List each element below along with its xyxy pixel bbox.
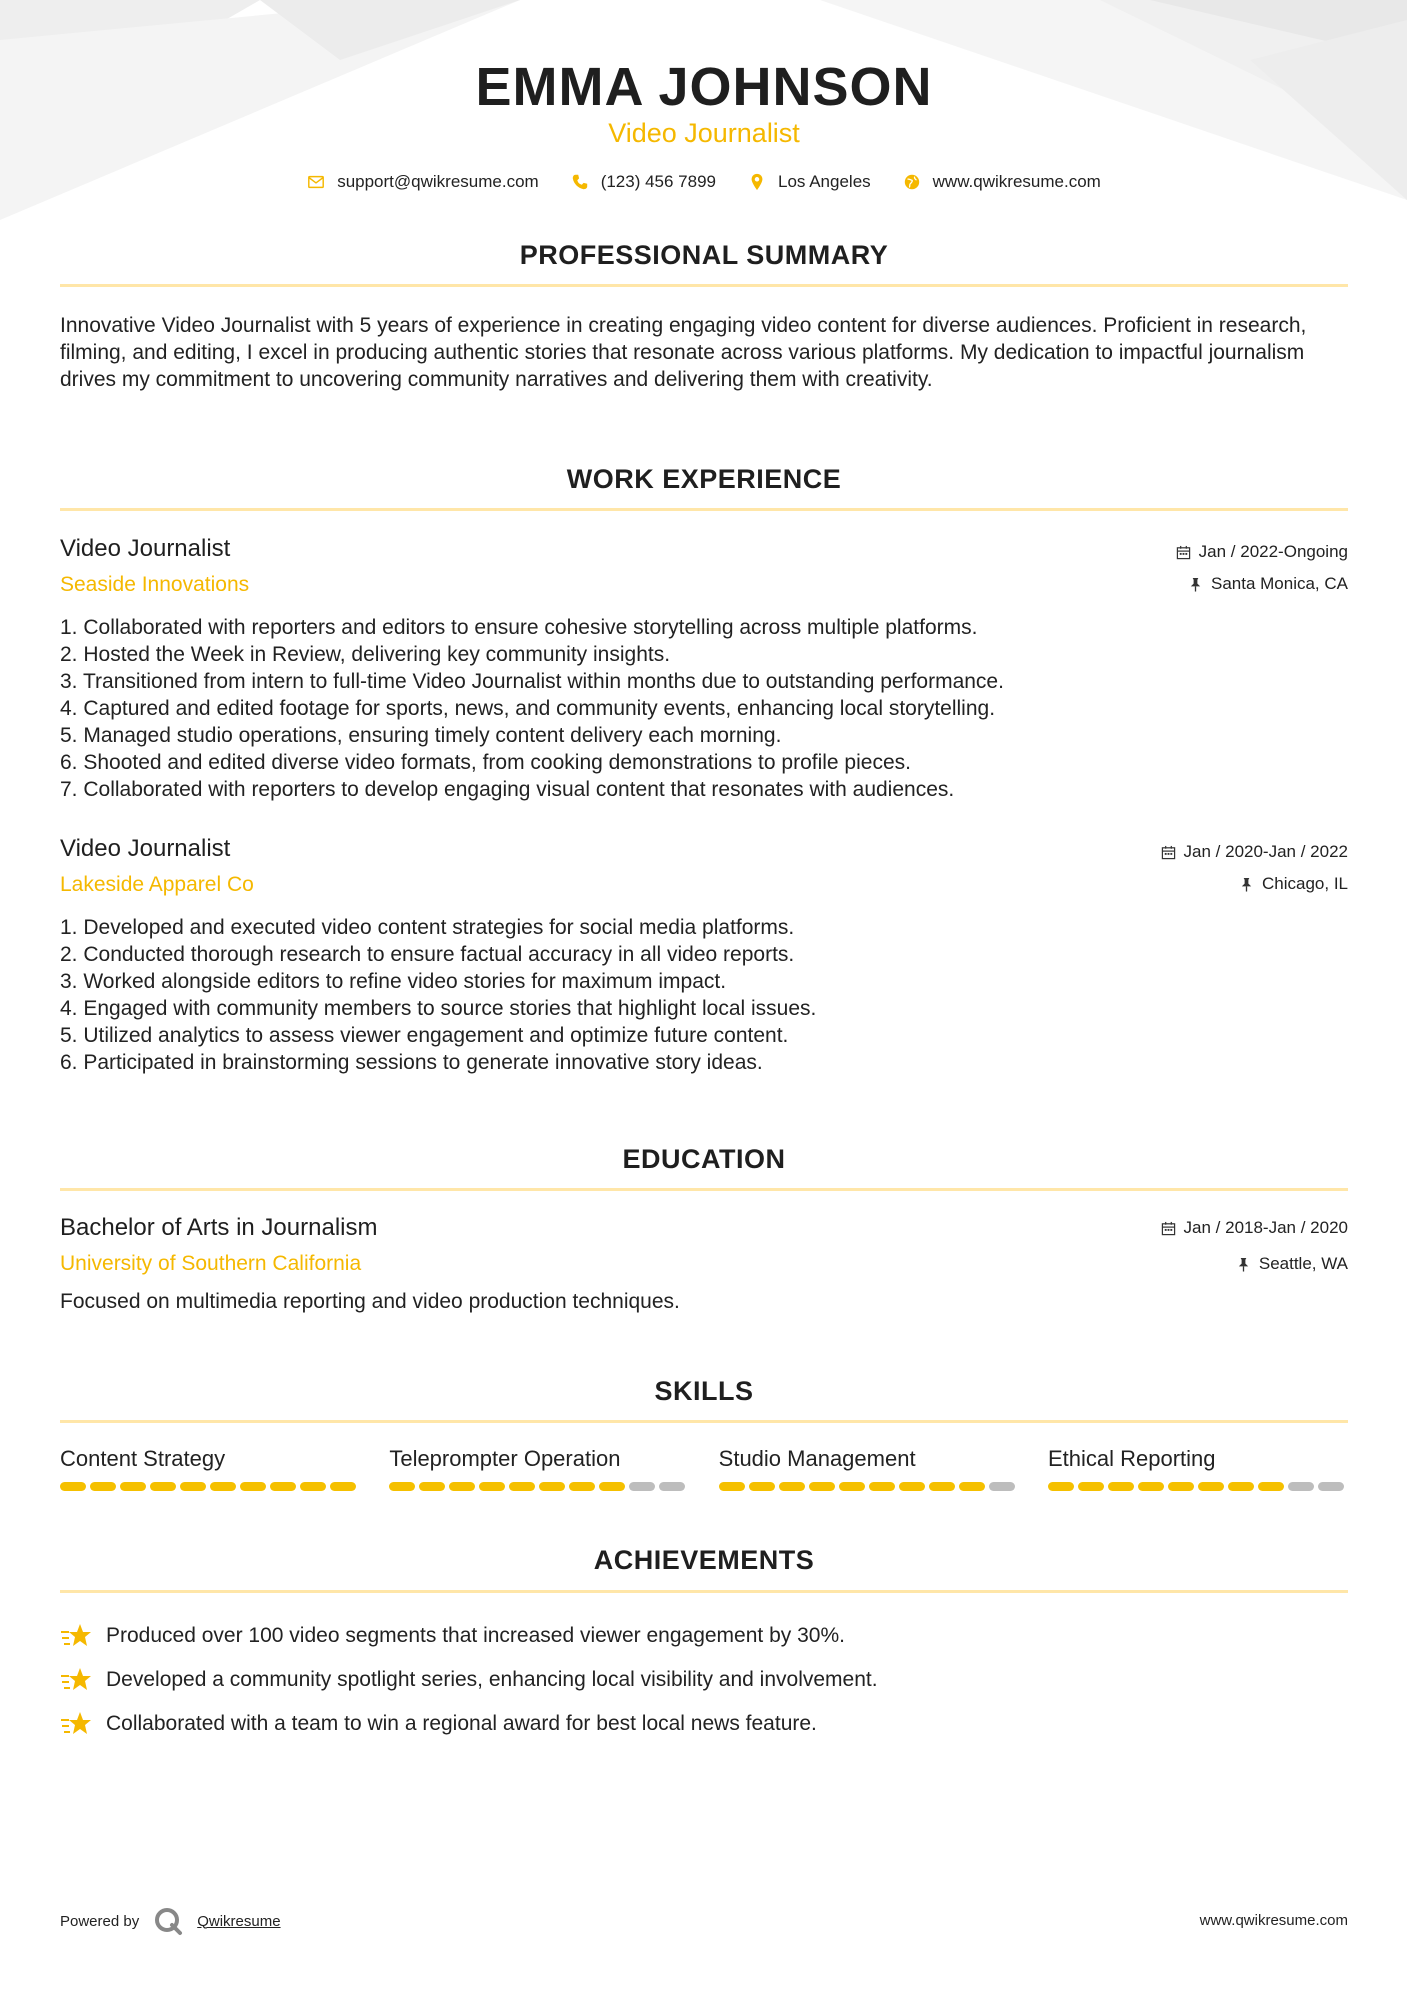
job-bullet: 6. Shooted and edited diverse video formats, from cooking demonstrations to profile pieces. xyxy=(60,751,911,774)
education-description: Focused on multimedia reporting and video production techniques. xyxy=(60,1290,680,1313)
job-bullet: 7. Collaborated with reporters to develop engaging visual content that resonates with audiences. xyxy=(60,778,955,801)
achievement-text: Collaborated with a team to win a regional award for best local news feature. xyxy=(106,1712,817,1735)
footer-website[interactable]: www.qwikresume.com xyxy=(1199,1912,1348,1929)
job-dates xyxy=(1161,842,1348,862)
skill-segment-filled xyxy=(180,1482,206,1491)
education-location-text: Seattle, WA xyxy=(1258,1254,1348,1273)
job-dates-text: Jan / 2020-Jan / 2022 xyxy=(1183,842,1348,861)
job-bullet: 3. Worked alongside editors to refine video stories for maximum impact. xyxy=(60,970,727,993)
skill-segment-filled xyxy=(869,1482,895,1491)
skill-segment-filled xyxy=(929,1482,955,1491)
skill-segment-filled xyxy=(60,1482,86,1491)
achievements-divider xyxy=(60,1590,1348,1593)
achievement-item xyxy=(60,1614,1348,1658)
skill-item xyxy=(389,1446,689,1491)
skill-level-bar xyxy=(719,1482,1019,1491)
job-bullet: 5. Managed studio operations, ensuring timely content delivery each morning. xyxy=(60,724,782,747)
job-bullet: 3. Transitioned from intern to full-time Video Journalist within months due to outstanding performance. xyxy=(60,670,1004,693)
skill-segment-empty xyxy=(1318,1482,1344,1491)
shooting-star-icon xyxy=(60,1709,92,1739)
skill-name: Ethical Reporting xyxy=(1047,1446,1216,1471)
skill-segment-empty xyxy=(989,1482,1015,1491)
skill-segment-filled xyxy=(809,1482,835,1491)
footer xyxy=(60,1896,1348,1936)
skill-segment-filled xyxy=(1228,1482,1254,1491)
skill-segment-filled xyxy=(899,1482,925,1491)
skill-segment-empty xyxy=(1288,1482,1314,1491)
skills-heading: SKILLS xyxy=(654,1376,754,1406)
job-bullet: 2. Conducted thorough research to ensure factual accuracy in all video reports. xyxy=(60,943,795,966)
education-school: University of Southern California xyxy=(60,1252,362,1275)
job-bullet: 5. Utilized analytics to assess viewer engagement and optimize future content. xyxy=(60,1024,789,1047)
shooting-star-icon xyxy=(60,1665,92,1695)
skill-segment-filled xyxy=(1138,1482,1164,1491)
skill-name: Studio Management xyxy=(718,1446,916,1471)
job-bullets xyxy=(60,614,1348,803)
job-bullet: 1. Developed and executed video content strategies for social media platforms. xyxy=(60,916,795,939)
calendar-icon xyxy=(1176,545,1191,560)
education-location xyxy=(1236,1254,1348,1274)
skill-segment-filled xyxy=(90,1482,116,1491)
skill-segment-filled xyxy=(719,1482,745,1491)
skill-segment-filled xyxy=(150,1482,176,1491)
skill-name: Content Strategy xyxy=(60,1446,226,1471)
map-pin-icon xyxy=(748,173,766,191)
skill-segment-filled xyxy=(1108,1482,1134,1491)
pushpin-icon xyxy=(1239,877,1254,892)
job-location xyxy=(1188,574,1348,594)
achievement-text: Developed a community spotlight series, enhancing local visibility and involvement. xyxy=(106,1668,878,1691)
skill-segment-filled xyxy=(779,1482,805,1491)
qwikresume-logo-icon xyxy=(153,1906,183,1936)
skill-item xyxy=(1048,1446,1348,1491)
job-title: Video Journalist xyxy=(60,535,231,562)
contact-email[interactable] xyxy=(307,172,539,192)
skill-segment-filled xyxy=(270,1482,296,1491)
skill-segment-filled xyxy=(210,1482,236,1491)
contact-phone-text: (123) 456 7899 xyxy=(600,172,717,191)
qwikresume-link[interactable]: Qwikresume xyxy=(197,1912,281,1930)
job-company: Lakeside Apparel Co xyxy=(60,873,254,896)
job-company: Seaside Innovations xyxy=(60,573,250,596)
skill-segment-filled xyxy=(330,1482,356,1491)
shooting-star-icon xyxy=(60,1621,92,1651)
skill-level-bar xyxy=(1048,1482,1348,1491)
skill-segment-filled xyxy=(1048,1482,1074,1491)
skill-segment-filled xyxy=(389,1482,415,1491)
summary-heading: PROFESSIONAL SUMMARY xyxy=(519,240,889,270)
pushpin-icon xyxy=(1236,1257,1251,1272)
skill-segment-filled xyxy=(1168,1482,1194,1491)
skill-segment-filled xyxy=(749,1482,775,1491)
pushpin-icon xyxy=(1188,577,1203,592)
job-title: Video Journalist xyxy=(60,835,231,862)
calendar-icon xyxy=(1161,1221,1176,1236)
achievements-list xyxy=(60,1614,1348,1746)
skill-name: Teleprompter Operation xyxy=(389,1446,621,1471)
skill-segment-filled xyxy=(509,1482,535,1491)
education-divider xyxy=(60,1188,1348,1191)
skill-segment-filled xyxy=(569,1482,595,1491)
job-location xyxy=(1239,874,1348,894)
skill-segment-filled xyxy=(1198,1482,1224,1491)
candidate-name: EMMA JOHNSON xyxy=(475,57,933,117)
summary-text: Innovative Video Journalist with 5 years of experience in creating engaging video content for diverse audiences. Proficient in research, filming, and editing, I excel in producing authentic stories that resonate across various platforms. My dedication to impactful journalism drives my commitment to uncovering community narratives and delivering them with creativity. xyxy=(60,314,1307,391)
skill-segment-filled xyxy=(1258,1482,1284,1491)
job-bullet: 6. Participated in brainstorming sessions to generate innovative story ideas. xyxy=(60,1051,763,1074)
skill-segment-filled xyxy=(300,1482,326,1491)
contact-bar xyxy=(60,172,1348,192)
job-location-text: Chicago, IL xyxy=(1262,874,1348,893)
skill-segment-filled xyxy=(449,1482,475,1491)
skill-segment-filled xyxy=(539,1482,565,1491)
phone-icon xyxy=(571,173,589,191)
candidate-role: Video Journalist xyxy=(608,118,800,148)
skill-segment-filled xyxy=(479,1482,505,1491)
contact-website-text: www.qwikresume.com xyxy=(932,172,1101,191)
experience-divider xyxy=(60,508,1348,511)
skill-item xyxy=(60,1446,360,1491)
skill-segment-empty xyxy=(659,1482,685,1491)
skill-segment-filled xyxy=(959,1482,985,1491)
job-bullet: 4. Captured and edited footage for sports, news, and community events, enhancing local storytelling. xyxy=(60,697,996,720)
contact-location-text: Los Angeles xyxy=(778,172,871,191)
skill-segment-filled xyxy=(419,1482,445,1491)
job-bullet: 1. Collaborated with reporters and editors to ensure cohesive storytelling across multiple platforms. xyxy=(60,616,978,639)
skill-level-bar xyxy=(60,1482,360,1491)
contact-email-text: support@qwikresume.com xyxy=(337,172,539,191)
skill-item xyxy=(719,1446,1019,1491)
skill-segment-filled xyxy=(240,1482,266,1491)
contact-phone[interactable] xyxy=(571,172,716,192)
achievement-item xyxy=(60,1702,1348,1746)
skill-segment-filled xyxy=(1078,1482,1104,1491)
powered-by xyxy=(60,1906,281,1936)
globe-icon xyxy=(903,173,921,191)
skill-segment-filled xyxy=(120,1482,146,1491)
achievement-text: Produced over 100 video segments that increased viewer engagement by 30%. xyxy=(106,1624,845,1647)
contact-location xyxy=(748,172,871,192)
job-dates-text: Jan / 2022-Ongoing xyxy=(1198,542,1348,561)
skill-segment-empty xyxy=(629,1482,655,1491)
job-location-text: Santa Monica, CA xyxy=(1210,574,1348,593)
job-bullet: 2. Hosted the Week in Review, delivering key community insights. xyxy=(60,643,671,666)
experience-heading: WORK EXPERIENCE xyxy=(566,464,842,494)
achievement-item xyxy=(60,1658,1348,1702)
skills-divider xyxy=(60,1420,1348,1423)
achievements-heading: ACHIEVEMENTS xyxy=(593,1545,815,1575)
skills-list xyxy=(60,1446,1348,1491)
summary-divider xyxy=(60,284,1348,287)
job-bullets xyxy=(60,914,1348,1076)
skill-level-bar xyxy=(389,1482,689,1491)
education-heading: EDUCATION xyxy=(622,1144,786,1174)
envelope-icon xyxy=(307,173,325,191)
skill-segment-filled xyxy=(839,1482,865,1491)
job-bullet: 4. Engaged with community members to source stories that highlight local issues. xyxy=(60,997,817,1020)
job-dates xyxy=(1176,542,1348,562)
skill-segment-filled xyxy=(599,1482,625,1491)
education-dates-text: Jan / 2018-Jan / 2020 xyxy=(1183,1218,1348,1237)
education-dates xyxy=(1161,1218,1348,1238)
education-degree: Bachelor of Arts in Journalism xyxy=(60,1214,378,1241)
powered-by-label: Powered by xyxy=(60,1912,140,1930)
calendar-icon xyxy=(1161,845,1176,860)
contact-website[interactable] xyxy=(903,172,1101,192)
